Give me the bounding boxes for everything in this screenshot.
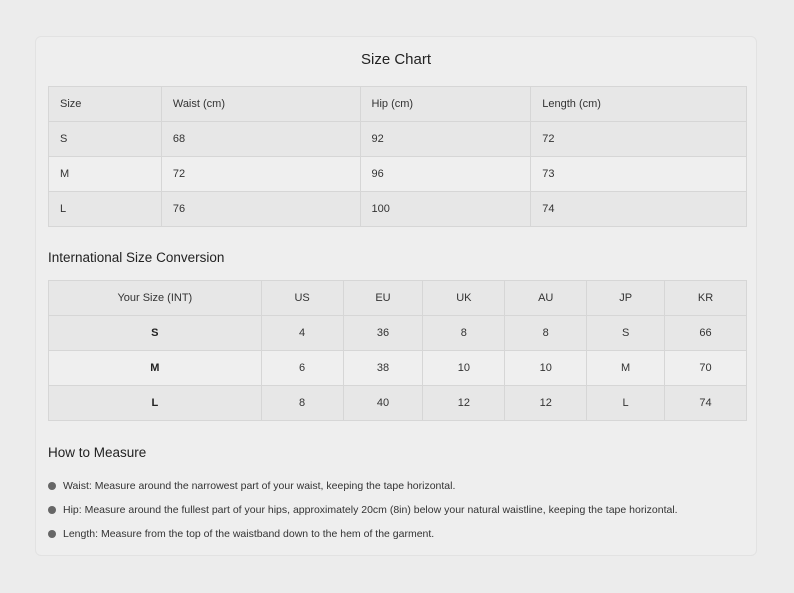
page-title: Size Chart <box>360 51 432 68</box>
bullet-icon <box>48 530 56 538</box>
table-cell: 68 <box>161 122 360 157</box>
table-row <box>49 122 747 157</box>
table-row <box>49 351 747 386</box>
table-cell: 8 <box>261 386 343 421</box>
table-cell: M <box>49 157 162 192</box>
table-cell: 8 <box>423 316 505 351</box>
table-cell: L <box>49 386 262 421</box>
table-cell: 74 <box>531 192 747 227</box>
table-row <box>49 157 747 192</box>
table-cell: 12 <box>423 386 505 421</box>
table-cell: 100 <box>360 192 531 227</box>
column-header-size: Size <box>49 87 162 122</box>
column-header-length: Length (cm) <box>531 87 747 122</box>
table-cell: 92 <box>360 122 531 157</box>
measure-instructions-list <box>48 474 678 546</box>
size-conversion-table <box>48 280 747 421</box>
table-cell: 10 <box>423 351 505 386</box>
table-cell: S <box>49 316 262 351</box>
table-cell: S <box>49 122 162 157</box>
table-cell: 96 <box>360 157 531 192</box>
column-header-waist: Waist (cm) <box>161 87 360 122</box>
how-to-measure-title: How to Measure <box>48 445 147 460</box>
table-cell: L <box>49 192 162 227</box>
table-cell: 70 <box>665 351 747 386</box>
column-header-us: US <box>261 281 343 316</box>
table-cell: 12 <box>505 386 587 421</box>
table-cell: 66 <box>665 316 747 351</box>
table-cell: M <box>49 351 262 386</box>
column-header-int: Your Size (INT) <box>49 281 262 316</box>
table-cell: 40 <box>343 386 423 421</box>
column-header-eu: EU <box>343 281 423 316</box>
table-cell: 8 <box>505 316 587 351</box>
table-cell: 10 <box>505 351 587 386</box>
table-cell: S <box>587 316 665 351</box>
list-item <box>48 498 678 522</box>
bullet-icon <box>48 506 56 514</box>
list-item-text: Hip: Measure around the fullest part of your hips, approximately 20cm (8in) below your natural waistline, keeping the tape horizontal. <box>63 504 678 516</box>
list-item <box>48 522 678 546</box>
table-cell: L <box>587 386 665 421</box>
conversion-section-title: International Size Conversion <box>48 250 225 265</box>
table-row <box>49 192 747 227</box>
list-item-text: Length: Measure from the top of the waistband down to the hem of the garment. <box>63 528 435 540</box>
size-chart-table <box>48 86 747 227</box>
column-header-kr: KR <box>665 281 747 316</box>
column-header-hip: Hip (cm) <box>360 87 531 122</box>
table-cell: 38 <box>343 351 423 386</box>
list-item-text: Waist: Measure around the narrowest part of your waist, keeping the tape horizontal. <box>63 480 456 492</box>
table-cell: 72 <box>531 122 747 157</box>
bullet-icon <box>48 482 56 490</box>
table-header-row <box>49 281 747 316</box>
table-cell: 36 <box>343 316 423 351</box>
table-cell: 73 <box>531 157 747 192</box>
table-cell: 6 <box>261 351 343 386</box>
table-cell: 74 <box>665 386 747 421</box>
table-cell: M <box>587 351 665 386</box>
table-header-row <box>49 87 747 122</box>
column-header-jp: JP <box>587 281 665 316</box>
column-header-au: AU <box>505 281 587 316</box>
table-cell: 76 <box>161 192 360 227</box>
table-cell: 4 <box>261 316 343 351</box>
list-item <box>48 474 678 498</box>
table-cell: 72 <box>161 157 360 192</box>
table-row <box>49 316 747 351</box>
column-header-uk: UK <box>423 281 505 316</box>
table-row <box>49 386 747 421</box>
size-chart-card <box>35 36 757 556</box>
